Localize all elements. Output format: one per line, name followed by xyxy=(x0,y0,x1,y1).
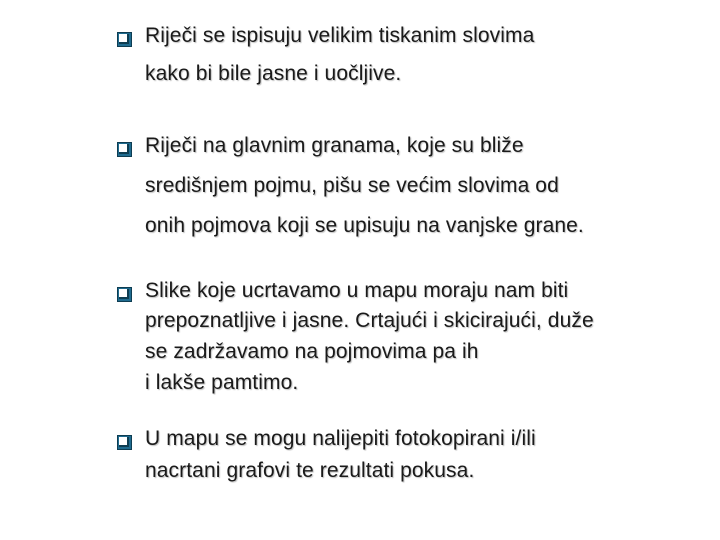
bullet-3-line-4: i lakše pamtimo. xyxy=(145,371,299,394)
bullet-2-line-2: središnjem pojmu, pišu se većim slovima od xyxy=(145,174,559,197)
bullet-3-line-3: se zadržavamo na pojmovima pa ih xyxy=(145,340,479,363)
square-bullet-icon xyxy=(117,142,132,157)
bullet-1-line-1: Riječi se ispisuju velikim tiskanim slovima xyxy=(145,24,535,47)
bullet-4-line-2: nacrtani grafovi te rezultati pokusa. xyxy=(145,459,475,482)
square-bullet-icon xyxy=(117,435,132,450)
bullet-item-4 xyxy=(117,427,677,497)
bullet-4-line-1: U mapu se mogu nalijepiti fotokopirani i/ili xyxy=(145,427,536,450)
bullet-3-line-2: prepoznatljive i jasne. Crtajući i skicirajući, duže xyxy=(145,309,594,332)
square-bullet-icon xyxy=(117,287,132,302)
bullet-2-line-1: Riječi na glavnim granama, koje su bliže xyxy=(145,134,524,157)
bullet-item-2 xyxy=(117,134,677,244)
bullet-2-line-3: onih pojmova koji se upisuju na vanjske grane. xyxy=(145,214,584,237)
bullet-3-line-1: Slike koje ucrtavamo u mapu moraju nam biti xyxy=(145,279,569,302)
bullet-item-1 xyxy=(117,24,677,94)
bullet-item-3 xyxy=(117,279,677,399)
bullet-1-line-2: kako bi bile jasne i uočljive. xyxy=(145,62,402,85)
square-bullet-icon xyxy=(117,32,132,47)
